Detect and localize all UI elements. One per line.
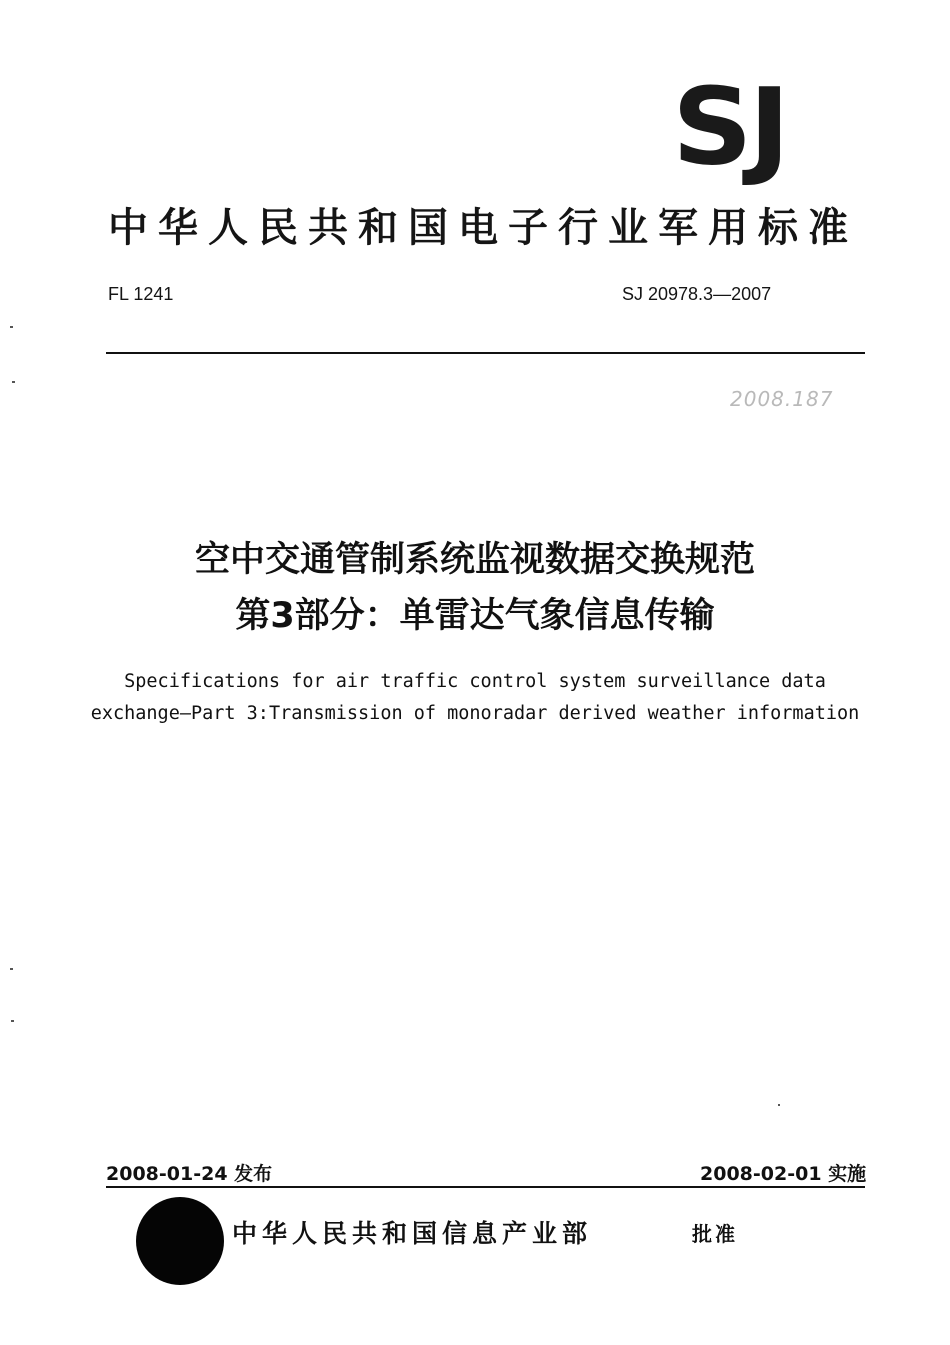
english-title-line-1: Specifications for air traffic control system surveillance data — [124, 671, 826, 692]
scan-speck — [778, 1104, 780, 1106]
footer-divider — [106, 1186, 865, 1188]
scan-speck — [12, 381, 15, 383]
approving-authority: 中华人民共和国信息产业部 — [232, 1219, 593, 1248]
header-divider — [106, 352, 865, 354]
standard-number: SJ 20978.3—2007 — [622, 284, 772, 304]
chinese-title-line-2: 第3部分：单雷达气象信息传输 — [235, 596, 715, 636]
standard-type-heading: 中华人民共和国电子行业军用标准 — [108, 205, 858, 251]
issue-date: 2008-01-24 发布 — [106, 1163, 273, 1185]
chinese-title-line-1: 空中交通管制系统监视数据交换规范 — [194, 540, 755, 580]
implementation-date: 2008-02-01 实施 — [700, 1163, 867, 1185]
sj-logo: SJ — [672, 65, 787, 190]
scan-speck — [11, 1020, 14, 1022]
classification-code: FL 1241 — [108, 284, 174, 304]
faded-stamp-number: 2008.187 — [730, 387, 834, 411]
scan-speck — [10, 968, 13, 970]
english-title-line-2: exchange—Part 3:Transmission of monoradar derived weather information — [90, 703, 860, 724]
black-seal-circle — [136, 1197, 224, 1285]
scan-speck — [10, 326, 13, 328]
approval-label: 批准 — [692, 1222, 738, 1246]
